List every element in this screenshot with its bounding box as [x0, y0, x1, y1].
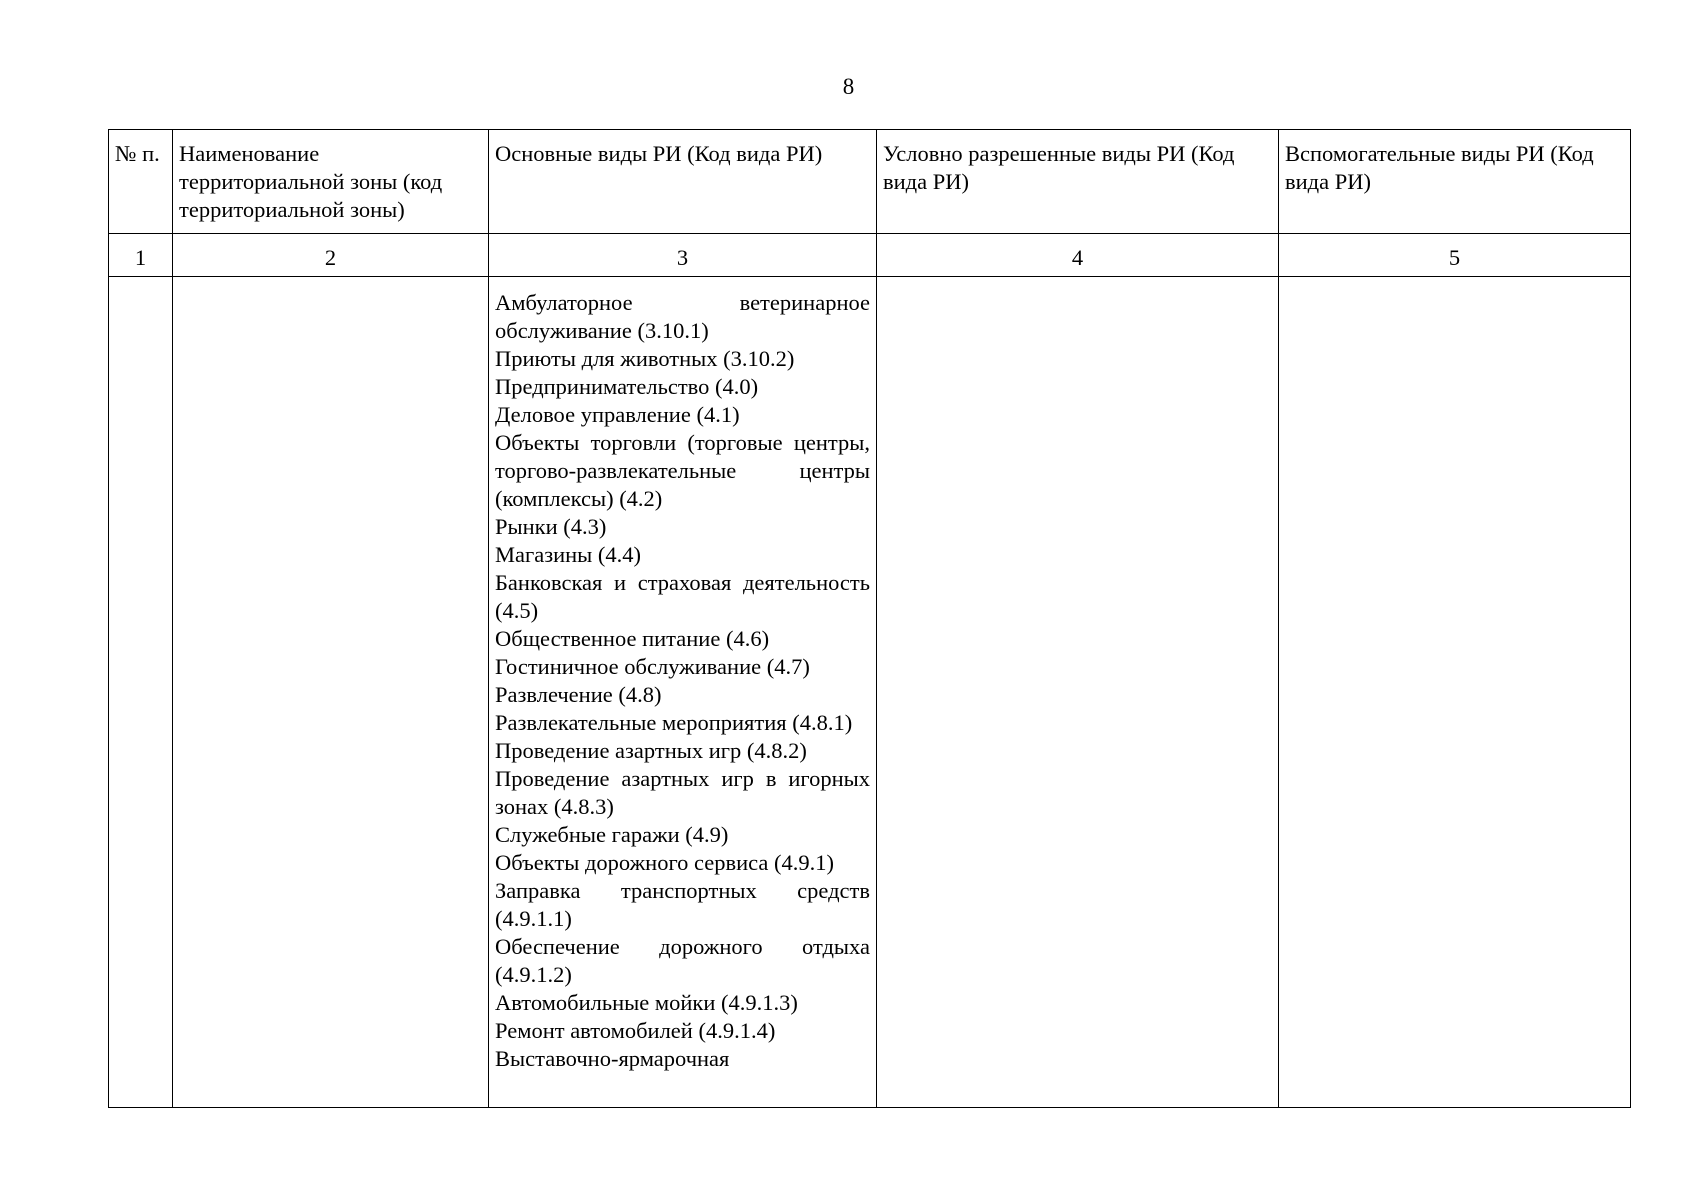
column-number-2: 2: [173, 234, 489, 277]
list-item: Заправка транспортных средств (4.9.1.1): [495, 878, 870, 931]
list-item: Проведение азартных игр в игорных зонах (4.8.3): [495, 766, 870, 819]
list-item: Обеспечение дорожного отдыха (4.9.1.2): [495, 934, 870, 987]
list-item: Рынки (4.3): [495, 514, 607, 539]
row-number-cell: [109, 277, 173, 1108]
header-main-types: Основные виды РИ (Код вида РИ): [489, 130, 877, 234]
column-number-1: 1: [109, 234, 173, 277]
list-item: Объекты торговли (торговые центры, торгово-развлекательные центры (комплексы) (4.2): [495, 430, 870, 511]
list-item: Предпринимательство (4.0): [495, 374, 759, 399]
list-item: Автомобильные мойки (4.9.1.3): [495, 990, 798, 1015]
page-number: 8: [842, 74, 855, 99]
column-number-4: 4: [877, 234, 1279, 277]
list-item: Общественное питание (4.6): [495, 626, 770, 651]
table-row: [109, 277, 1631, 1108]
column-number-row: [109, 234, 1631, 277]
header-number: № п.: [109, 130, 173, 234]
list-item: Служебные гаражи (4.9): [495, 822, 729, 847]
list-item: Развлечение (4.8): [495, 682, 662, 707]
list-item: Приюты для животных (3.10.2): [495, 346, 795, 371]
column-number-5: 5: [1279, 234, 1631, 277]
zoning-table: [108, 129, 1631, 1108]
list-item: Проведение азартных игр (4.8.2): [495, 738, 807, 763]
list-item: Магазины (4.4): [495, 542, 642, 567]
auxiliary-types-cell: [1279, 277, 1631, 1108]
list-item: Выставочно-ярмарочная: [495, 1046, 730, 1071]
header-conditional-types: Условно разрешенные виды РИ (Код вида РИ): [877, 130, 1279, 234]
table-header-row: [109, 130, 1631, 234]
list-item: Банковская и страховая деятельность (4.5): [495, 570, 870, 623]
list-item: Амбулаторное ветеринарное обслуживание (3.10.1): [495, 290, 870, 343]
header-zone-name: Наименование территориальной зоны (код территориальной зоны): [173, 130, 489, 234]
list-item: Развлекательные мероприятия (4.8.1): [495, 710, 853, 735]
list-item: Ремонт автомобилей (4.9.1.4): [495, 1018, 776, 1043]
conditional-types-cell: [877, 277, 1279, 1108]
list-item: Деловое управление (4.1): [495, 402, 740, 427]
list-item: Гостиничное обслуживание (4.7): [495, 654, 810, 679]
main-types-cell: [489, 277, 877, 1108]
header-auxiliary-types: Вспомогательные виды РИ (Код вида РИ): [1279, 130, 1631, 234]
list-item: Объекты дорожного сервиса (4.9.1): [495, 850, 835, 875]
column-number-3: 3: [489, 234, 877, 277]
zone-name-cell: [173, 277, 489, 1108]
